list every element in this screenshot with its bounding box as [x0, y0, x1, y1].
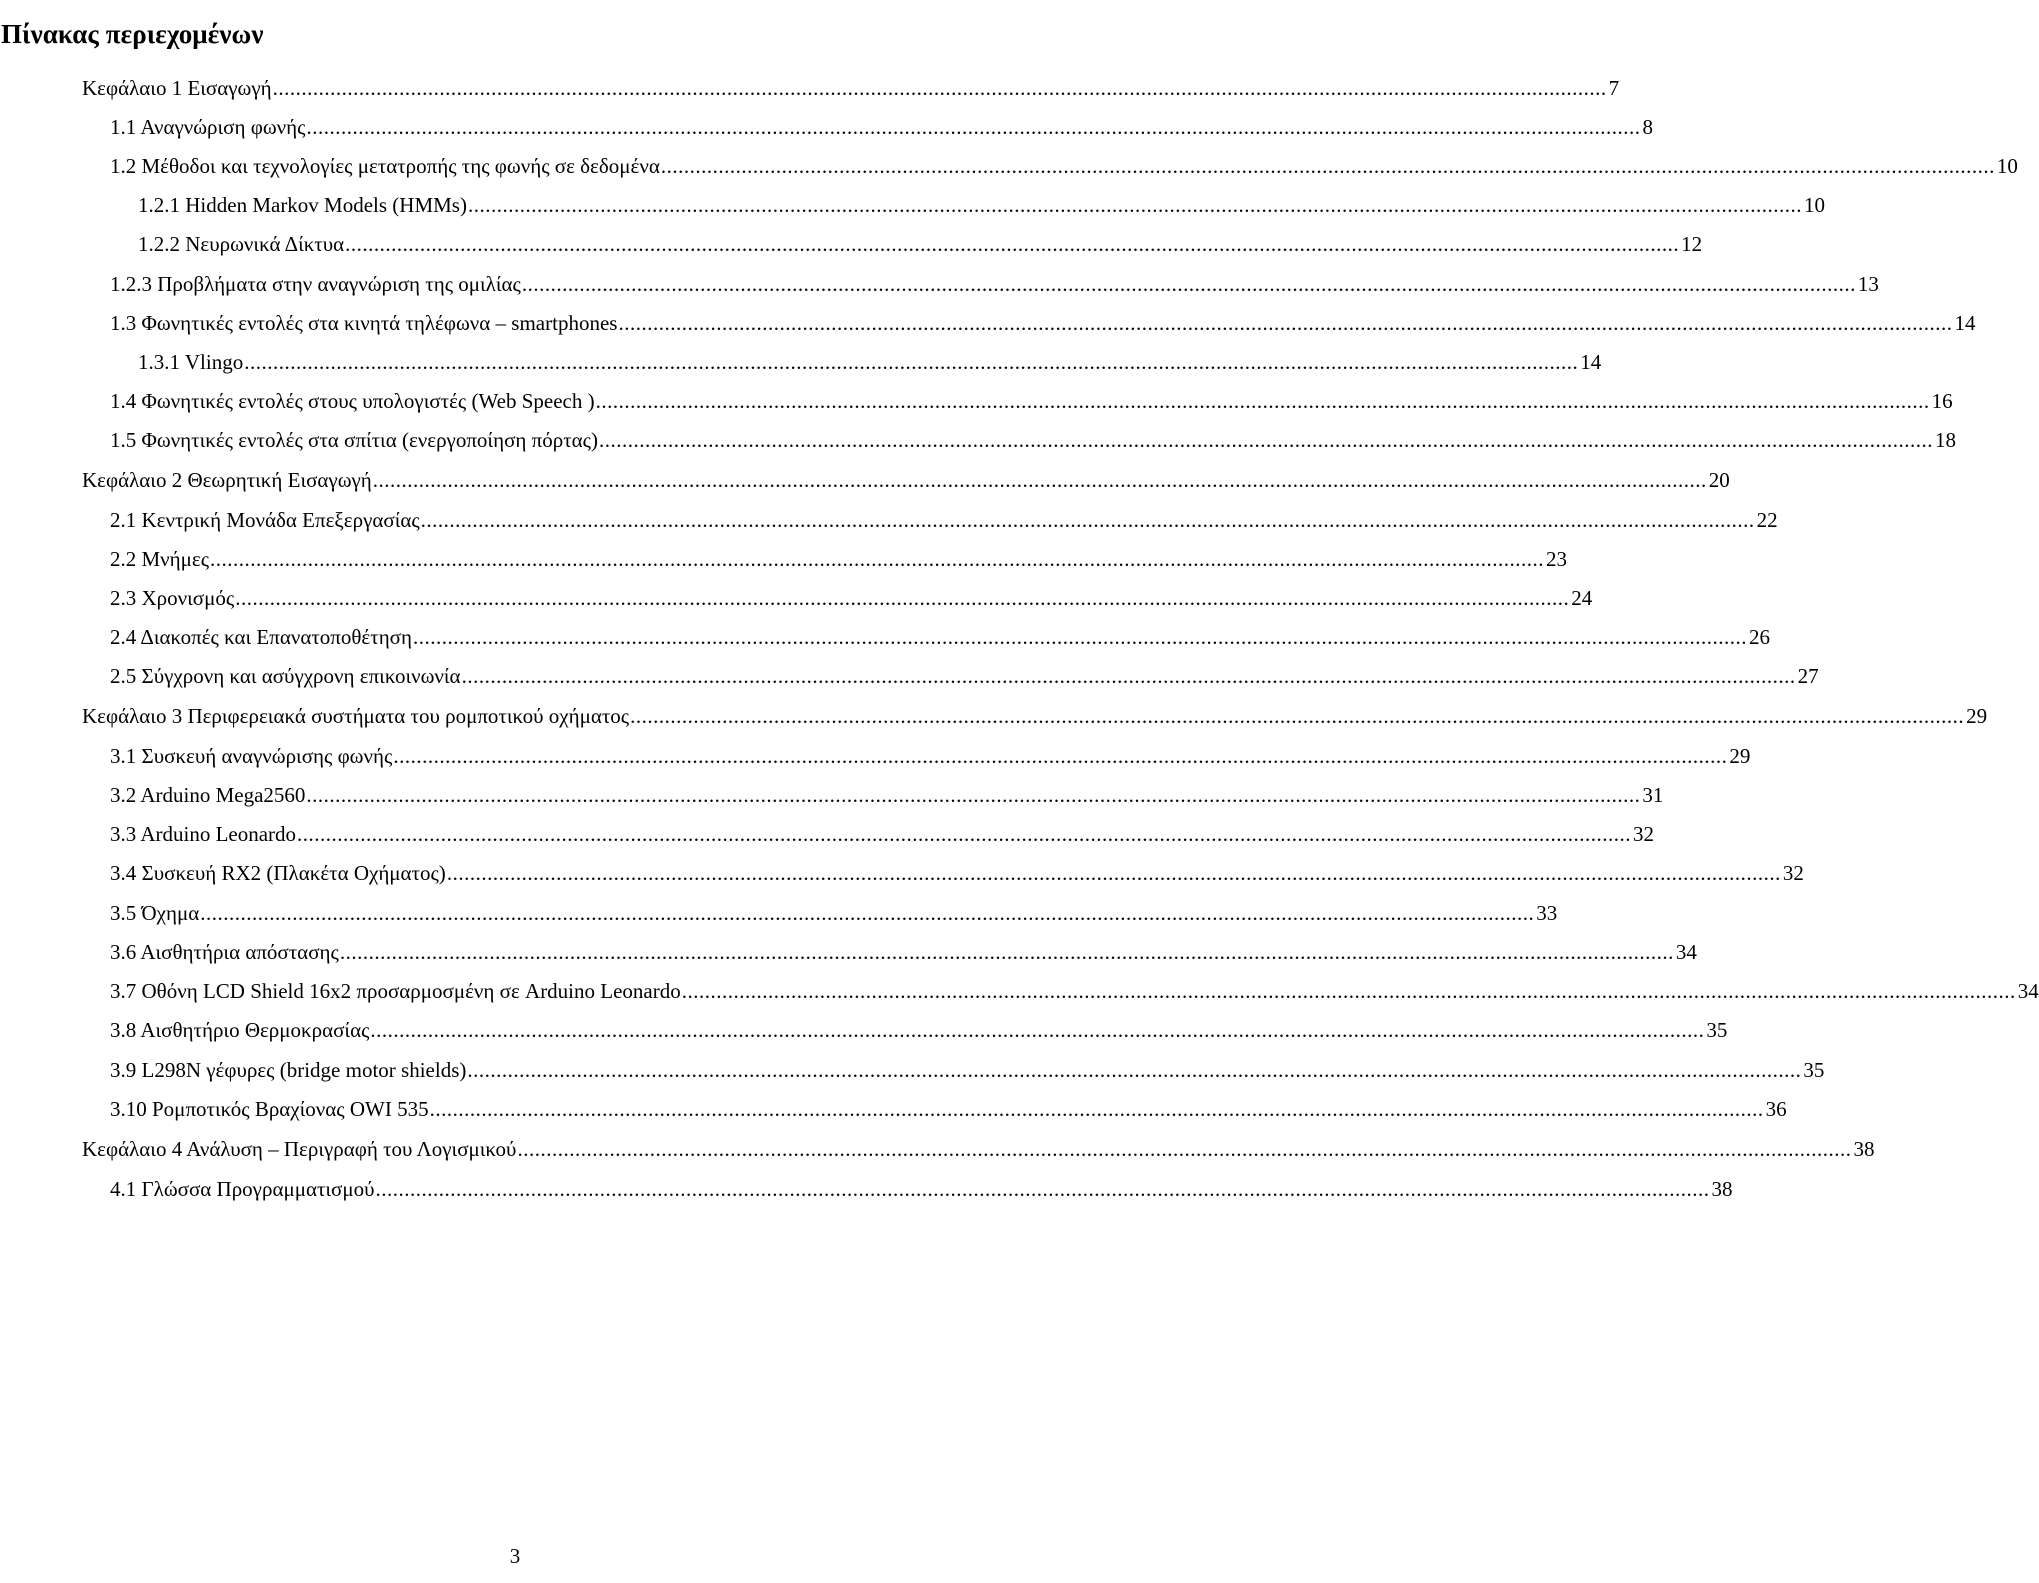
- toc-chapter-entry[interactable]: [82, 702, 1988, 730]
- toc-entry-page-number: 35: [1803, 1058, 1825, 1082]
- toc-entry-label: 3.8 Αισθητήριο Θερμοκρασίας: [110, 1018, 370, 1042]
- toc-entry-page-number: 18: [1934, 428, 1956, 452]
- toc-section-entry[interactable]: [110, 820, 1655, 848]
- toc-entry-label: 1.3.1 Vlingo: [138, 350, 244, 374]
- toc-entry-page-number: 7: [1608, 76, 1620, 100]
- toc-entry-label: Κεφάλαιο 3 Περιφερειακά συστήματα του ρομποτικού οχήματος: [82, 704, 630, 728]
- toc-section-entry[interactable]: [110, 506, 1778, 534]
- toc-entry-page-number: 14: [1580, 350, 1602, 374]
- toc-dot-leader: ........................................................................................................................................................................................................................................: [210, 547, 1545, 571]
- toc-entry-label: 1.2 Μέθοδοι και τεχνολογίες μετατροπής της φωνής σε δεδομένα: [110, 154, 660, 178]
- toc-entry-page-number: 38: [1711, 1177, 1733, 1201]
- toc-section-entry[interactable]: [110, 1095, 1787, 1123]
- toc-dot-leader: ........................................................................................................................................................................................................................................: [200, 901, 1535, 925]
- toc-entry-label: 3.4 Συσκευή RX2 (Πλακέτα Οχήματος): [110, 861, 446, 885]
- toc-entry-page-number: 38: [1853, 1137, 1875, 1161]
- toc-dot-leader: ........................................................................................................................................................................................................................................: [306, 115, 1641, 139]
- toc-entry-page-number: 20: [1708, 468, 1730, 492]
- toc-entry-label: 2.5 Σύγχρονη και ασύγχρονη επικοινωνία: [110, 664, 461, 688]
- page-title: Πίνακας περιεχομένων: [1, 19, 264, 50]
- toc-section-entry[interactable]: [110, 1056, 1825, 1084]
- toc-entry-label: 1.2.1 Hidden Markov Models (HMMs): [138, 193, 467, 217]
- toc-entry-label: 3.2 Arduino Mega2560: [110, 783, 306, 807]
- toc-chapter-entry[interactable]: [82, 466, 1730, 494]
- toc-entry-label: 3.10 Ρομποτικός Βραχίονας OWI 535: [110, 1097, 429, 1121]
- toc-entry-label: 1.5 Φωνητικές εντολές στα σπίτια (ενεργοποίηση πόρτας): [110, 428, 598, 452]
- toc-entry-label: Κεφάλαιο 1 Εισαγωγή: [82, 76, 272, 100]
- toc-entry-label: 3.5 Όχημα: [110, 901, 200, 925]
- toc-entry-page-number: 8: [1642, 115, 1653, 139]
- toc-section-entry[interactable]: [110, 742, 1751, 770]
- toc-entry-label: 3.6 Αισθητήρια απόστασης: [110, 940, 339, 964]
- toc-entry-page-number: 32: [1633, 822, 1655, 846]
- toc-dot-leader: ........................................................................................................................................................................................................................................: [517, 1137, 1852, 1161]
- toc-entry-label: 1.1 Αναγνώριση φωνής: [110, 115, 306, 139]
- toc-entry-label: 1.2.2 Νευρωνικά Δίκτυα: [138, 232, 345, 256]
- toc-section-entry[interactable]: [110, 309, 1976, 337]
- toc-chapter-entry[interactable]: [82, 1135, 1875, 1163]
- toc-dot-leader: ........................................................................................................................................................................................................................................: [244, 350, 1579, 374]
- toc-dot-leader: ........................................................................................................................................................................................................................................: [339, 940, 1674, 964]
- toc-section-entry[interactable]: [138, 230, 1703, 258]
- toc-dot-leader: ........................................................................................................................................................................................................................................: [598, 428, 1933, 452]
- toc-entry-label: 2.3 Χρονισμός: [110, 586, 235, 610]
- toc-entry-page-number: 14: [1954, 311, 1976, 335]
- toc-entry-label: 2.2 Μνήμες: [110, 547, 210, 571]
- toc-entry-label: 2.4 Διακοπές και Επανατοποθέτηση: [110, 625, 412, 649]
- toc-section-entry[interactable]: [110, 270, 1879, 298]
- toc-section-entry[interactable]: [110, 113, 1653, 141]
- toc-entry-label: 1.4 Φωνητικές εντολές στους υπολογιστές (Web Speech ): [110, 389, 595, 413]
- toc-dot-leader: ........................................................................................................................................................................................................................................: [681, 979, 2016, 1003]
- toc-dot-leader: ........................................................................................................................................................................................................................................: [595, 389, 1930, 413]
- toc-section-entry[interactable]: [110, 426, 1956, 454]
- toc-dot-leader: ........................................................................................................................................................................................................................................: [412, 625, 1747, 649]
- toc-dot-leader: ........................................................................................................................................................................................................................................: [372, 468, 1707, 492]
- toc-section-entry[interactable]: [138, 348, 1602, 376]
- toc-entry-page-number: 27: [1797, 664, 1819, 688]
- toc-dot-leader: ........................................................................................................................................................................................................................................: [297, 822, 1632, 846]
- toc-entry-label: 1.2.3 Προβλήματα στην αναγνώριση της ομιλίας: [110, 272, 521, 296]
- toc-entry-label: 3.7 Οθόνη LCD Shield 16x2 προσαρμοσμένη σε Arduino Leonardo: [110, 979, 681, 1003]
- toc-entry-page-number: 12: [1681, 232, 1703, 256]
- toc-dot-leader: ........................................................................................................................................................................................................................................: [521, 272, 1856, 296]
- toc-section-entry[interactable]: [110, 781, 1664, 809]
- toc-section-entry[interactable]: [110, 545, 1568, 573]
- toc-entry-page-number: 10: [1996, 154, 2018, 178]
- toc-dot-leader: ........................................................................................................................................................................................................................................: [375, 1177, 1710, 1201]
- page-number: 3: [509, 1544, 521, 1568]
- toc-dot-leader: ........................................................................................................................................................................................................................................: [461, 664, 1796, 688]
- toc-entry-page-number: 32: [1782, 861, 1804, 885]
- toc-dot-leader: ........................................................................................................................................................................................................................................: [420, 508, 1755, 532]
- toc-section-entry[interactable]: [110, 938, 1697, 966]
- toc-entry-label: 3.9 L298N γέφυρες (bridge motor shields): [110, 1058, 467, 1082]
- toc-dot-leader: ........................................................................................................................................................................................................................................: [467, 193, 1802, 217]
- toc-entry-page-number: 10: [1803, 193, 1825, 217]
- toc-dot-leader: ........................................................................................................................................................................................................................................: [306, 783, 1641, 807]
- toc-section-entry[interactable]: [110, 152, 2018, 180]
- toc-dot-leader: ........................................................................................................................................................................................................................................: [618, 311, 1953, 335]
- toc-section-entry[interactable]: [110, 584, 1593, 612]
- toc-entry-page-number: 34: [2017, 979, 2039, 1003]
- toc-section-entry[interactable]: [110, 899, 1558, 927]
- toc-entry-page-number: 29: [1966, 704, 1988, 728]
- toc-entry-page-number: 22: [1756, 508, 1778, 532]
- toc-entry-page-number: 34: [1675, 940, 1697, 964]
- toc-section-entry[interactable]: [110, 623, 1770, 651]
- toc-section-entry[interactable]: [110, 387, 1953, 415]
- toc-entry-label: 1.3 Φωνητικές εντολές στα κινητά τηλέφωνα – smartphones: [110, 311, 618, 335]
- toc-entry-label: 3.1 Συσκευή αναγνώρισης φωνής: [110, 744, 393, 768]
- toc-entry-page-number: 23: [1546, 547, 1568, 571]
- toc-entry-page-number: 35: [1706, 1018, 1728, 1042]
- toc-dot-leader: ........................................................................................................................................................................................................................................: [429, 1097, 1764, 1121]
- toc-entry-page-number: 31: [1642, 783, 1664, 807]
- toc-dot-leader: ........................................................................................................................................................................................................................................: [660, 154, 1995, 178]
- toc-entry-label: 3.3 Arduino Leonardo: [110, 822, 297, 846]
- toc-section-entry[interactable]: [110, 1016, 1728, 1044]
- toc-entry-label: 4.1 Γλώσσα Προγραμματισμού: [110, 1177, 375, 1201]
- toc-entry-page-number: 24: [1571, 586, 1593, 610]
- toc-dot-leader: ........................................................................................................................................................................................................................................: [272, 76, 1607, 100]
- toc-entry-page-number: 36: [1765, 1097, 1787, 1121]
- toc-entry-page-number: 13: [1857, 272, 1879, 296]
- toc-entry-label: 2.1 Κεντρική Μονάδα Επεξεργασίας: [110, 508, 420, 532]
- toc-section-entry[interactable]: [138, 191, 1825, 219]
- toc-entry-page-number: 16: [1931, 389, 1953, 413]
- toc-section-entry[interactable]: [110, 1175, 1733, 1203]
- toc-dot-leader: ........................................................................................................................................................................................................................................: [393, 744, 1728, 768]
- toc-entry-page-number: 33: [1536, 901, 1558, 925]
- toc-dot-leader: ........................................................................................................................................................................................................................................: [370, 1018, 1705, 1042]
- toc-dot-leader: ........................................................................................................................................................................................................................................: [235, 586, 1570, 610]
- toc-section-entry[interactable]: [110, 859, 1804, 887]
- toc-entry-page-number: 29: [1729, 744, 1751, 768]
- toc-dot-leader: ........................................................................................................................................................................................................................................: [446, 861, 1781, 885]
- toc-dot-leader: ........................................................................................................................................................................................................................................: [345, 232, 1680, 256]
- toc-section-entry[interactable]: [110, 977, 2039, 1005]
- toc-entry-page-number: 26: [1748, 625, 1770, 649]
- toc-entry-label: Κεφάλαιο 4 Ανάλυση – Περιγραφή του Λογισμικού: [82, 1137, 517, 1161]
- toc-dot-leader: ........................................................................................................................................................................................................................................: [467, 1058, 1802, 1082]
- toc-entry-label: Κεφάλαιο 2 Θεωρητική Εισαγωγή: [82, 468, 372, 492]
- toc-dot-leader: ........................................................................................................................................................................................................................................: [630, 704, 1965, 728]
- toc-chapter-entry[interactable]: [82, 74, 1620, 102]
- toc-section-entry[interactable]: [110, 662, 1819, 690]
